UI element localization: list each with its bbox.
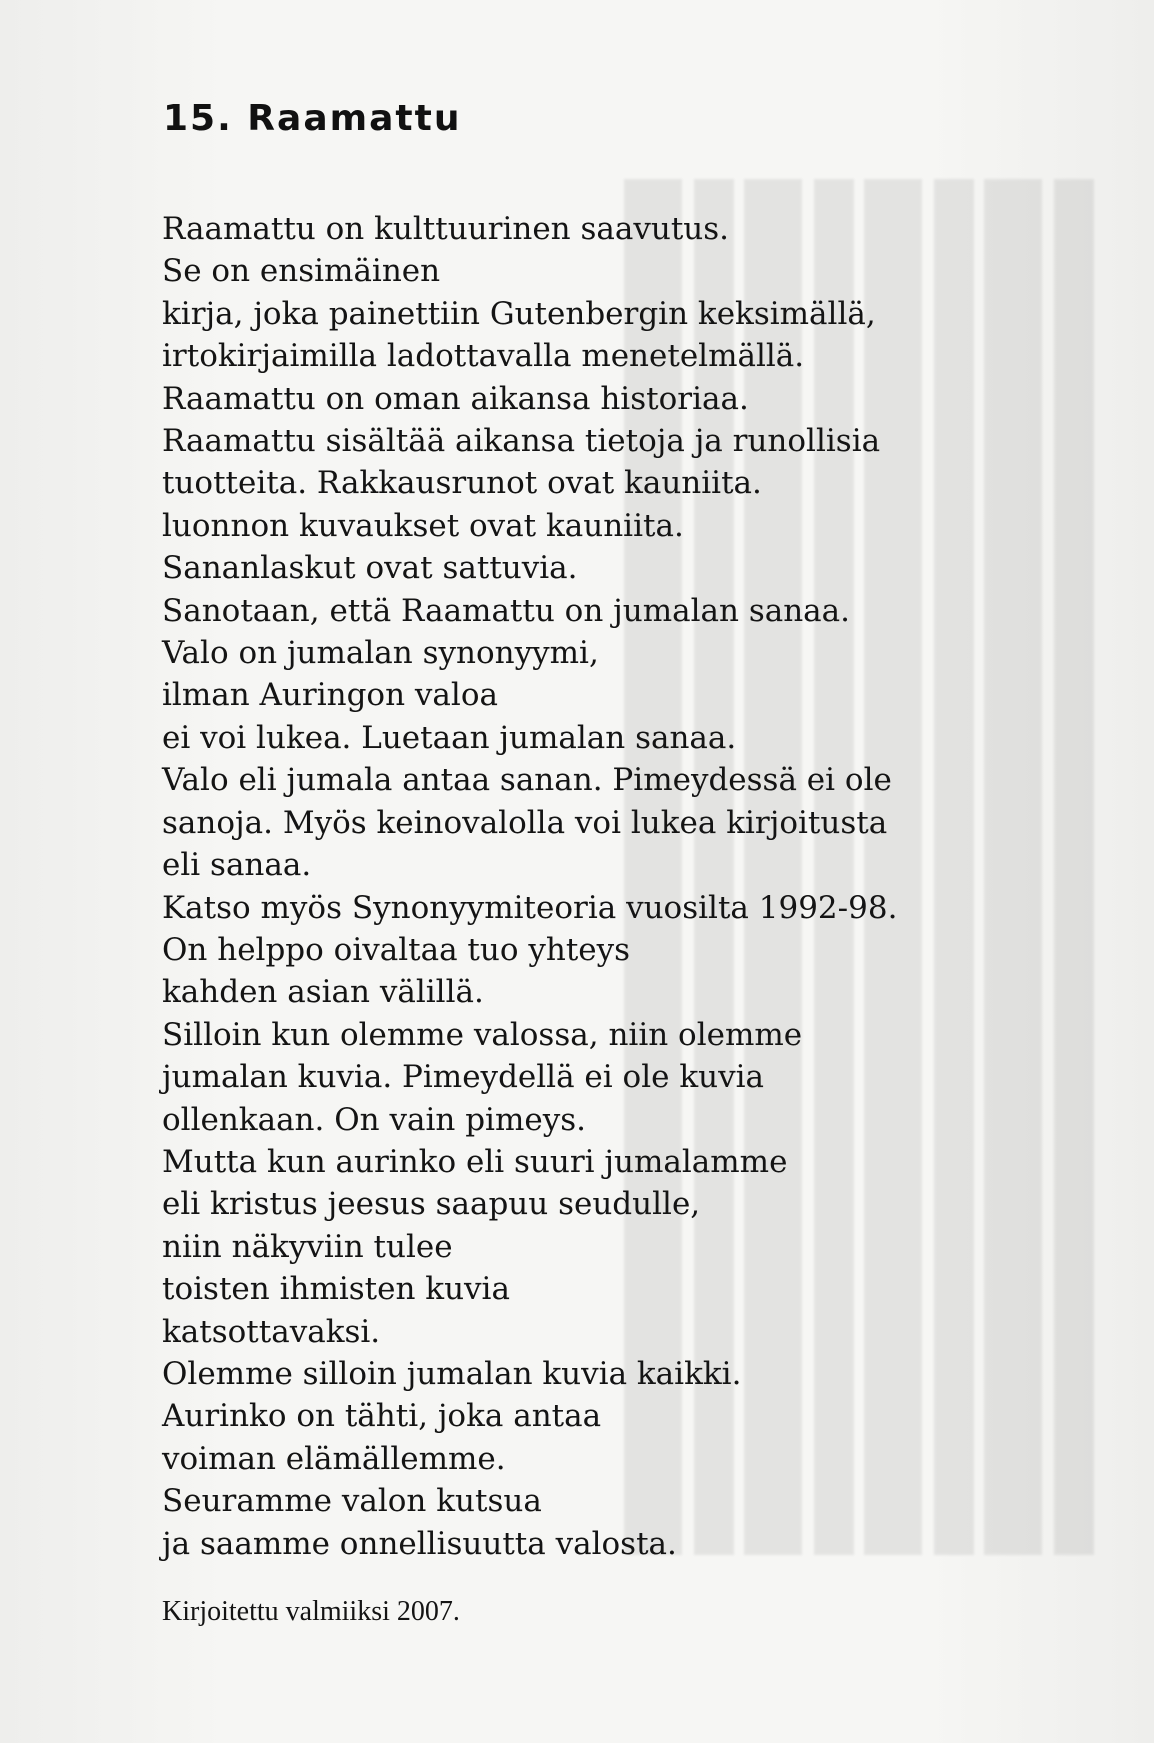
- text-line: Aurinko on tähti, joka antaa: [162, 1398, 602, 1435]
- page-title: 15. Raamattu: [163, 98, 462, 139]
- text-line: Raamattu sisältää aikansa tietoja ja runollisia: [162, 423, 881, 460]
- text-line: ollenkaan. On vain pimeys.: [162, 1101, 586, 1138]
- text-line: Silloin kun olemme valossa, niin olemme: [162, 1016, 803, 1053]
- text-line: voiman elämällemme.: [162, 1440, 506, 1477]
- text-line: ilman Auringon valoa: [162, 677, 498, 714]
- text-line: kahden asian välillä.: [162, 974, 484, 1011]
- text-line: jumalan kuvia. Pimeydellä ei ole kuvia: [162, 1059, 764, 1096]
- text-line: Se on ensimäinen: [162, 253, 441, 290]
- text-line: Sanotaan, että Raamattu on jumalan sanaa.: [162, 592, 850, 629]
- text-line: irtokirjaimilla ladottavalla menetelmällä.: [162, 338, 805, 375]
- text-line: ei voi lukea. Luetaan jumalan sanaa.: [162, 719, 737, 756]
- poem-body: [162, 208, 1062, 1565]
- text-line: Valo eli jumala antaa sanan. Pimeydessä ei ole: [162, 762, 892, 799]
- text-line: tuotteita. Rakkausrunot ovat kauniita.: [162, 465, 762, 502]
- text-line: ja saamme onnellisuutta valosta.: [162, 1525, 677, 1562]
- text-line: eli sanaa.: [162, 847, 312, 884]
- text-line: Mutta kun aurinko eli suuri jumalamme: [162, 1143, 788, 1180]
- text-line: niin näkyviin tulee: [162, 1228, 453, 1265]
- text-line: On helppo oivaltaa tuo yhteys: [162, 931, 631, 968]
- text-line: katsottavaksi.: [162, 1313, 381, 1350]
- text-line: Katso myös Synonyymiteoria vuosilta 1992-98.: [162, 889, 898, 926]
- text-line: Sananlaskut ovat sattuvia.: [162, 550, 578, 587]
- text-line: Raamattu on kulttuurinen saavutus.: [162, 211, 730, 247]
- text-line: Seuramme valon kutsua: [162, 1483, 542, 1520]
- text-line: luonnon kuvaukset ovat kauniita.: [162, 507, 684, 544]
- text-line: Valo on jumalan synonyymi,: [162, 635, 599, 672]
- text-line: eli kristus jeesus saapuu seudulle,: [162, 1186, 701, 1223]
- text-line: Olemme silloin jumalan kuvia kaikki.: [162, 1355, 742, 1392]
- text-line: toisten ihmisten kuvia: [162, 1271, 510, 1308]
- footer-note: Kirjoitettu valmiiksi 2007.: [162, 1596, 460, 1627]
- text-line: Raamattu on oman aikansa historiaa.: [162, 380, 749, 417]
- text-line: kirja, joka painettiin Gutenbergin keksimällä,: [162, 295, 876, 332]
- text-line: sanoja. Myös keinovalolla voi lukea kirjoitusta: [162, 804, 888, 841]
